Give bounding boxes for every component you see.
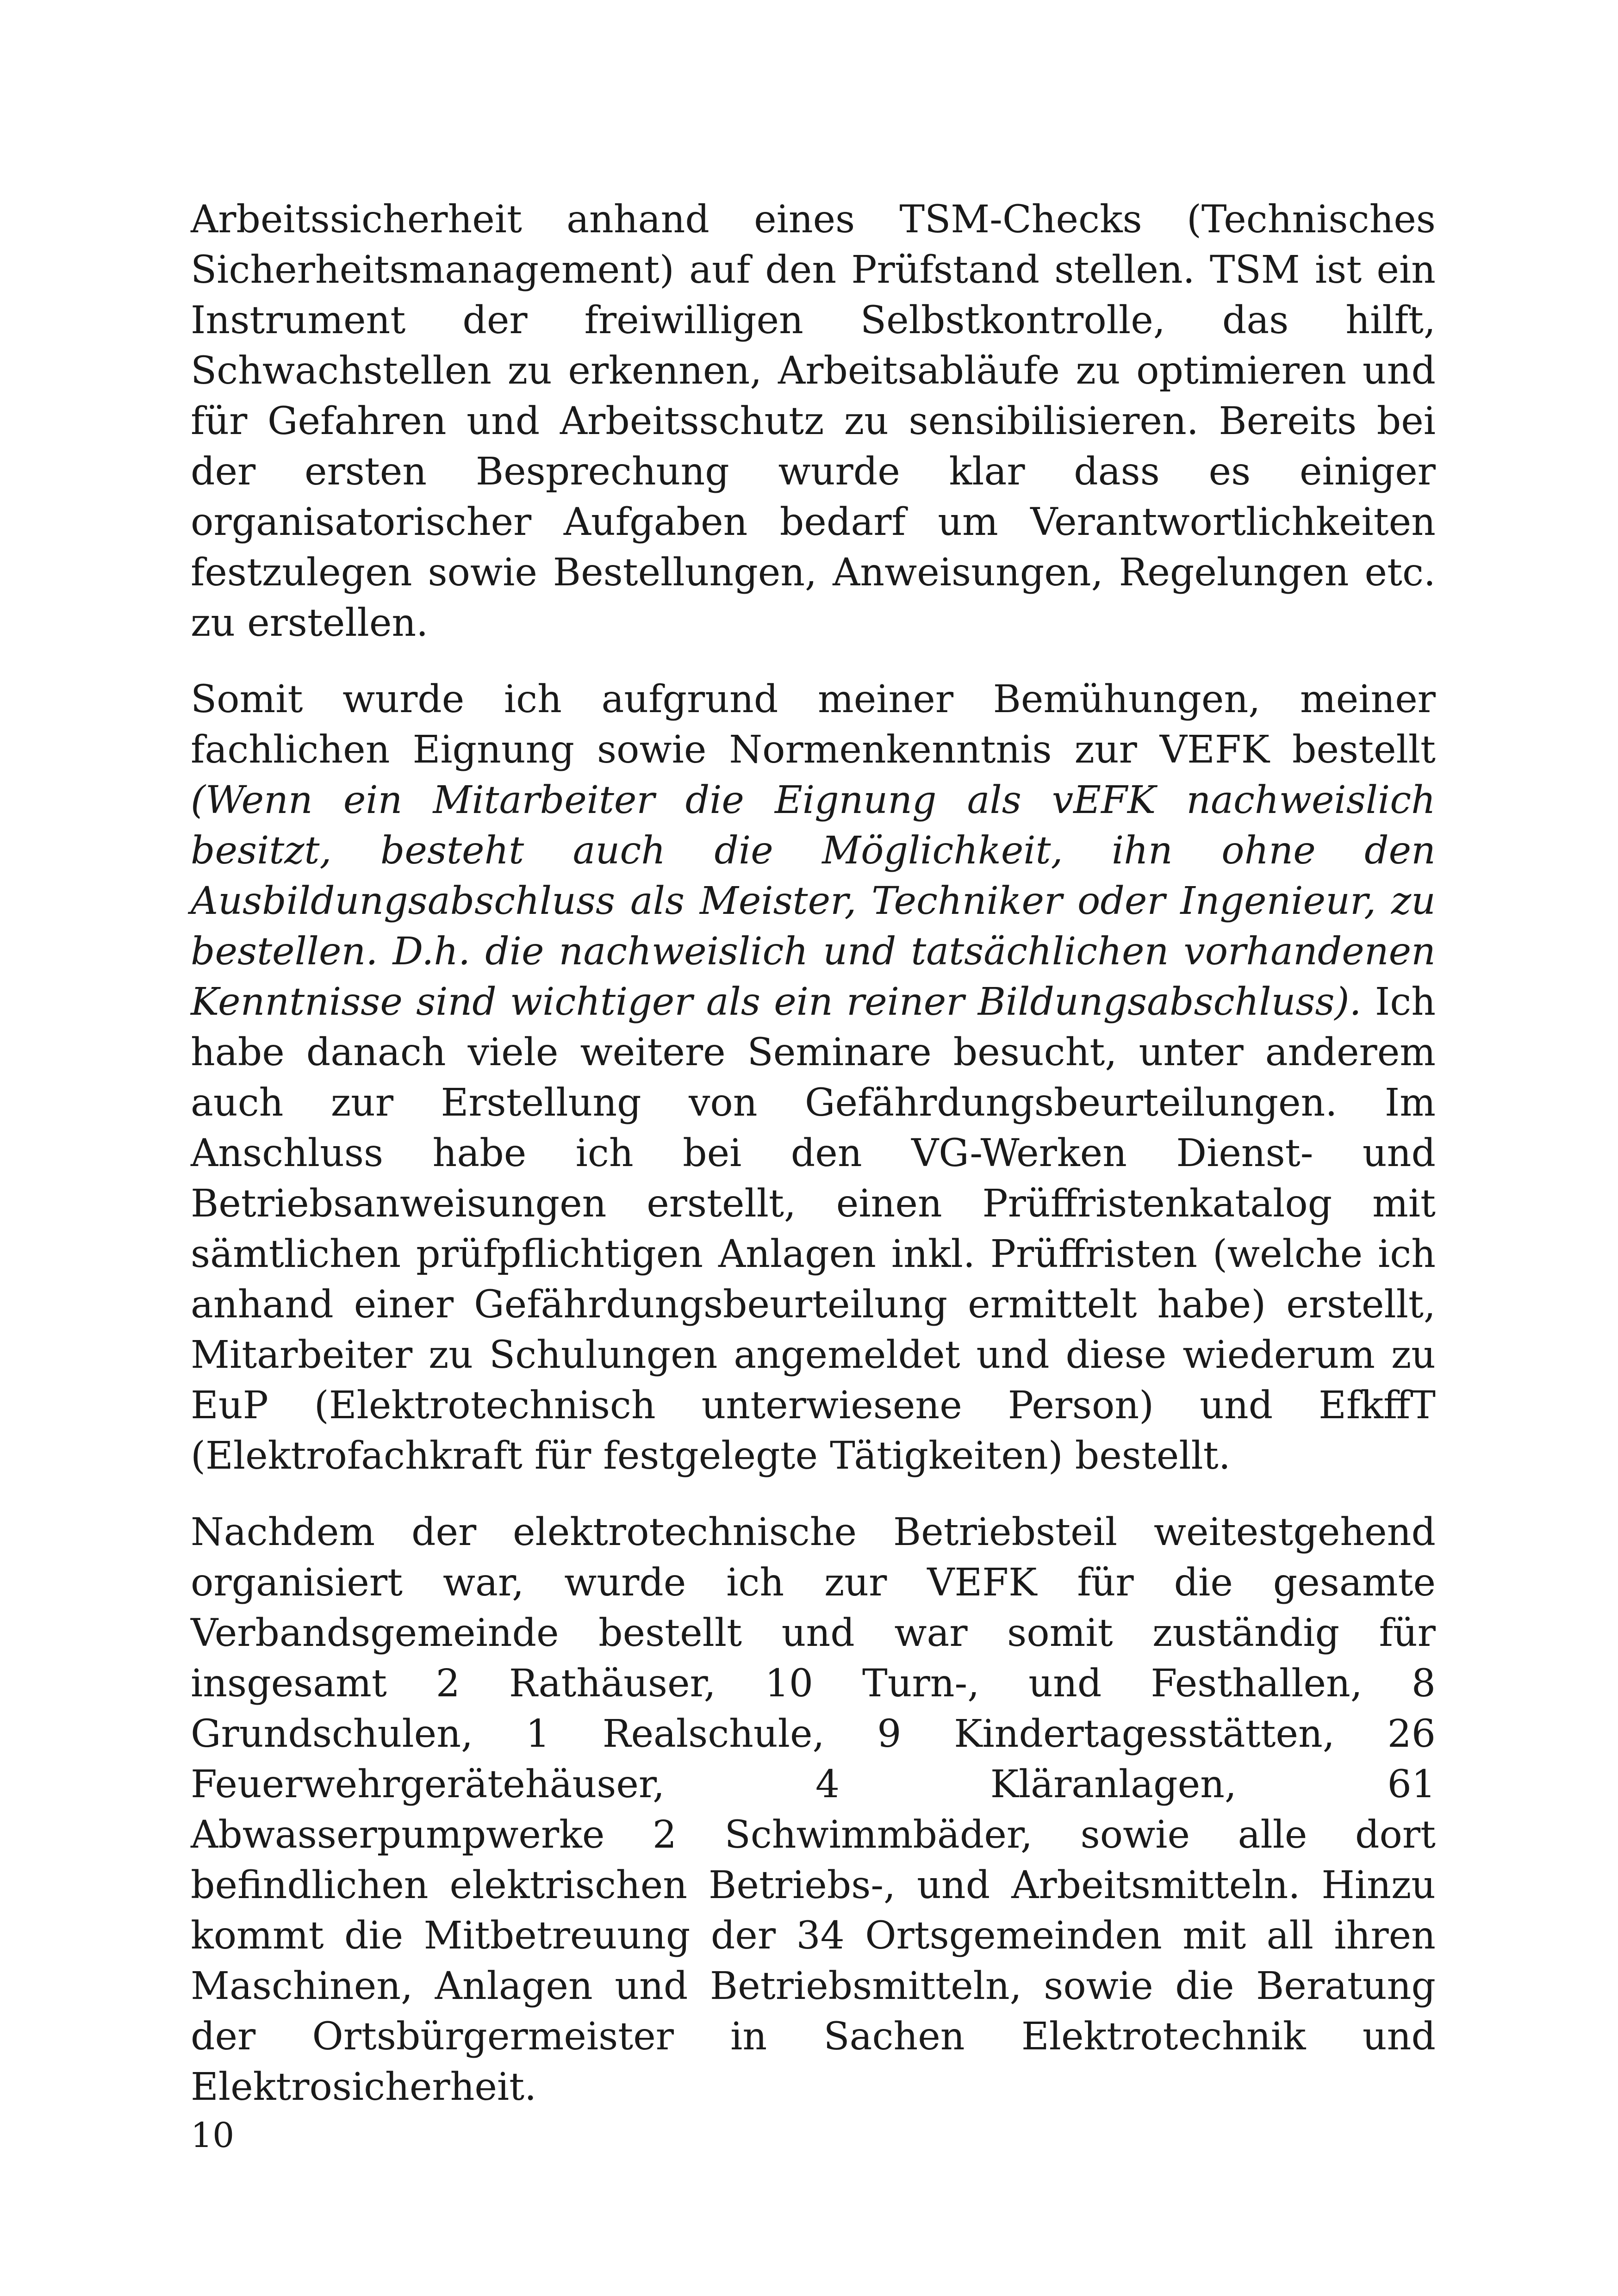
page-number: 10 (191, 2116, 235, 2155)
paragraph-1: Arbeitssicherheit anhand eines TSM-Checks (Technisches Sicherheitsmanagement) auf den Prüfstand stellen. TSM ist ein Instrument der freiwilligen Selbstkontrolle, das hilft, Schwachstellen zu erkennen, Arbeitsabläufe zu optimieren und für Gefahren und Arbeitsschutz zu sensibilisieren. Bereits bei der ersten Besprechung wurde klar dass es einiger organisatorischer Aufgaben bedarf um Verantwortlichkeiten festzulegen sowie Bestellungen, Anweisungen, Regelungen etc. zu erstellen. (191, 198, 1436, 645)
paragraph-2-text-after-italic: Ich habe danach viele weitere Seminare besucht, unter anderem auch zur Erstellung von Gefährdungsbeurteilungen. Im Anschluss habe ich bei den VG-Werken Dienst- und Betriebsanweisungen erstellt, einen Prüffristenkatalog mit sämtlichen prüfpflichtigen Anlagen inkl. Prüffristen (welche ich anhand einer Gefährdungsbeurteilung ermittelt habe) erstellt, Mitarbeiter zu Schulungen angemeldet und diese wiederum zu EuP (Elektrotechnisch unterwiesene Person) und EfkffT (Elektrofachkraft für festgelegte Tätigkeiten) bestellt. (191, 980, 1436, 1478)
paragraph-2-italic-note: (Wenn ein Mitarbeiter die Eignung als vEFK nachweislich besitzt, besteht auch die Möglichkeit, ihn ohne den Ausbildungsabschluss als Meister, Techniker oder Ingenieur, zu bestellen. D.h. die nachweislich und tatsächlichen vorhandenen Kenntnisse sind wichtiger als ein reiner Bildungsabschluss). (191, 778, 1436, 1024)
paragraph-3: Nachdem der elektrotechnische Betriebsteil weitestgehend organisiert war, wurde ich zur VEFK für die gesamte Verbandsgemeinde bestellt und war somit zuständig für insgesamt 2 Rathäuser, 10 Turn-, und Festhallen, 8 Grundschulen, 1 Realschule, 9 Kindertagesstätten, 26 Feuerwehrgerätehäuser, 4 Kläranlagen, 61 Abwasserpumpwerke 2 Schwimmbäder, sowie alle dort befindlichen elektrischen Betriebs-, und Arbeitsmitteln. Hinzu kommt die Mitbetreuung der 34 Ortsgemeinden mit all ihren Maschinen, Anlagen und Betriebsmitteln, sowie die Beratung der Ortsbürgermeister in Sachen Elektrotechnik und Elektrosicherheit. (191, 1510, 1436, 2109)
body-text (191, 194, 1436, 2112)
paragraph-2 (191, 674, 1436, 1481)
paragraph-2-text-before-italic: Somit wurde ich aufgrund meiner Bemühungen, meiner fachlichen Eignung sowie Normenkenntnis zur VEFK bestellt (191, 677, 1436, 772)
